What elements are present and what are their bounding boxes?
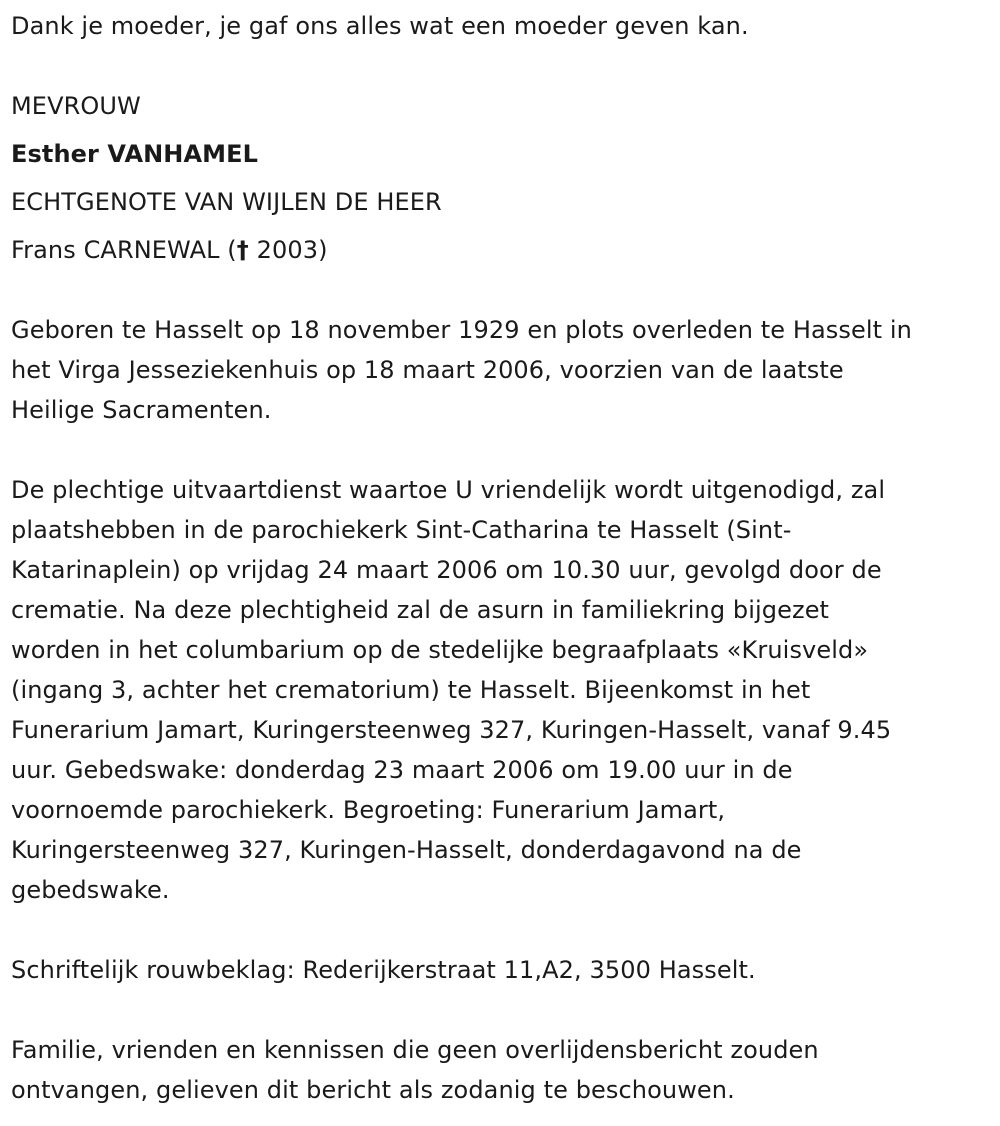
paragraph-line: Kuringersteenweg 327, Kuringen-Hasselt, donderdagavond na de: [11, 836, 802, 864]
title-prefix: MEVROUW: [11, 92, 141, 120]
spouse-death-year: 2003): [248, 236, 328, 264]
paragraph-line: het Virga Jesseziekenhuis op 18 maart 2006, voorzien van de laatste: [11, 356, 844, 384]
paragraph-line: Funerarium Jamart, Kuringersteenweg 327, Kuringen-Hasselt, vanaf 9.45: [11, 716, 892, 744]
closing-paragraph: [11, 1030, 996, 1110]
death-cross-icon: †: [236, 236, 249, 264]
paragraph-line: gebedswake.: [11, 876, 170, 904]
paragraph-line: crematie. Na deze plechtigheid zal de asurn in familiekring bijgezet: [11, 596, 830, 624]
paragraph-line: plaatshebben in de parochiekerk Sint-Catharina te Hasselt (Sint-: [11, 516, 792, 544]
paragraph-line: ontvangen, gelieven dit bericht als zodanig te beschouwen.: [11, 1076, 735, 1104]
paragraph-line: worden in het columbarium op de stedelijke begraafplaats «Kruisveld»: [11, 636, 869, 664]
spouse-line: [11, 230, 996, 270]
relation-line: ECHTGENOTE VAN WIJLEN DE HEER: [11, 188, 442, 216]
obituary-document: [11, 0, 996, 1110]
paragraph-line: De plechtige uitvaartdienst waartoe U vriendelijk wordt uitgenodigd, zal: [11, 476, 886, 504]
intro-line: Dank je moeder, je gaf ons alles wat een moeder geven kan.: [11, 12, 749, 40]
paragraph-line: uur. Gebedswake: donderdag 23 maart 2006 om 19.00 uur in de: [11, 756, 793, 784]
funeral-paragraph: [11, 470, 996, 910]
deceased-name: Esther VANHAMEL: [11, 140, 259, 168]
paragraph-line: (ingang 3, achter het crematorium) te Hasselt. Bijeenkomst in het: [11, 676, 811, 704]
paragraph-line: voornoemde parochiekerk. Begroeting: Funerarium Jamart,: [11, 796, 726, 824]
paragraph-line: Familie, vrienden en kennissen die geen overlijdensbericht zouden: [11, 1036, 819, 1064]
paragraph-line: Katarinaplein) op vrijdag 24 maart 2006 om 10.30 uur, gevolgd door de: [11, 556, 882, 584]
spouse-name: Frans CARNEWAL (: [11, 236, 237, 264]
birth-paragraph: [11, 310, 996, 430]
paragraph-line: Heilige Sacramenten.: [11, 396, 272, 424]
condolence-address: Schriftelijk rouwbeklag: Rederijkerstraat 11,A2, 3500 Hasselt.: [11, 956, 756, 984]
paragraph-line: Geboren te Hasselt op 18 november 1929 en plots overleden te Hasselt in: [11, 316, 912, 344]
